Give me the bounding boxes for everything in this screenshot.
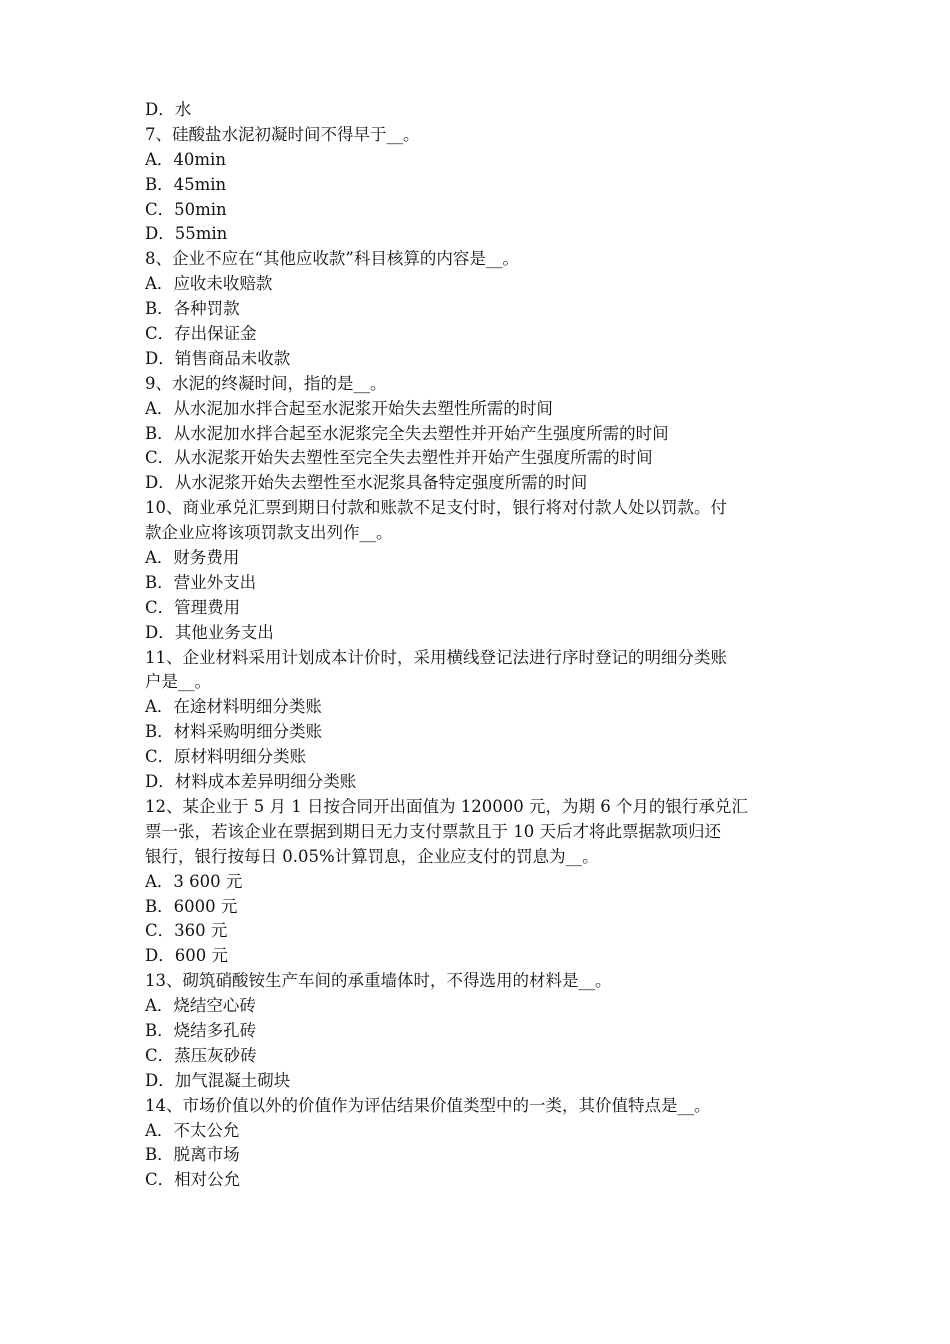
option-line: C．50min — [145, 199, 227, 219]
question-line: 14、市场价值以外的价值作为评估结果价值类型中的一类，其价值特点是__。 — [145, 1095, 711, 1115]
option-line: D．从水泥浆开始失去塑性至水泥浆具备特定强度所需的时间 — [145, 473, 588, 493]
option-line: C．管理费用 — [145, 597, 241, 617]
option-line: B．6000 元 — [145, 896, 238, 916]
option-line: D．水 — [145, 100, 192, 119]
question-line: 9、水泥的终凝时间，指的是__。 — [145, 373, 387, 393]
option-line: C．360 元 — [145, 921, 228, 941]
document-page — [145, 98, 815, 1193]
question-line: 11、企业材料采用计划成本计价时，采用横线登记法进行序时登记的明细分类账 — [145, 647, 727, 667]
question-line: 款企业应将该项罚款支出列作__。 — [145, 523, 393, 543]
option-line: D．55min — [145, 224, 228, 244]
option-line: D．其他业务支出 — [145, 622, 274, 642]
option-line: A．3 600 元 — [145, 871, 243, 891]
question-line: 10、商业承兑汇票到期日付款和账款不足支付时，银行将对付款人处以罚款。付 — [145, 498, 727, 518]
question-line: 票一张，若该企业在票据到期日无力支付票款且于 10 天后才将此票据款项归还 — [145, 821, 721, 841]
question-line: 7、硅酸盐水泥初凝时间不得早于__。 — [145, 124, 420, 144]
option-line: A．从水泥加水拌合起至水泥浆开始失去塑性所需的时间 — [145, 398, 553, 418]
option-line: C．蒸压灰砂砖 — [145, 1045, 257, 1065]
option-line: C．存出保证金 — [145, 324, 257, 344]
option-line: B．45min — [145, 174, 227, 194]
option-line: D．加气混凝土砌块 — [145, 1070, 291, 1090]
option-line: B．营业外支出 — [145, 572, 257, 592]
option-line: A．应收未收赔款 — [145, 274, 273, 294]
question-line: 8、企业不应在“其他应收款”科目核算的内容是__。 — [145, 249, 519, 269]
question-line: 户是__。 — [145, 672, 211, 692]
option-line: B．从水泥加水拌合起至水泥浆完全失去塑性并开始产生强度所需的时间 — [145, 423, 669, 443]
option-line: B．脱离市场 — [145, 1145, 240, 1165]
option-line: D．销售商品未收款 — [145, 348, 291, 368]
option-line: A．财务费用 — [145, 548, 240, 568]
option-line: A．不太公允 — [145, 1120, 240, 1140]
option-line: B．烧结多孔砖 — [145, 1020, 257, 1040]
option-line: B．材料采购明细分类账 — [145, 722, 323, 742]
option-line: A．在途材料明细分类账 — [145, 697, 322, 717]
option-line: A．40min — [145, 149, 226, 169]
option-line: C．原材料明细分类账 — [145, 747, 307, 767]
question-line: 13、砌筑硝酸铵生产车间的承重墙体时，不得选用的材料是__。 — [145, 971, 612, 991]
option-line: D．600 元 — [145, 946, 228, 966]
option-line: C．相对公允 — [145, 1170, 241, 1190]
question-line: 12、某企业于 5 月 1 日按合同开出面值为 120000 元，为期 6 个月的银行承兑汇 — [145, 796, 748, 816]
option-line: A．烧结空心砖 — [145, 996, 256, 1016]
question-line: 银行，银行按每日 0.05%计算罚息，企业应支付的罚息为__。 — [145, 846, 599, 866]
option-line: C．从水泥浆开始失去塑性至完全失去塑性并开始产生强度所需的时间 — [145, 448, 653, 468]
option-line: B．各种罚款 — [145, 299, 240, 319]
option-line: D．材料成本差异明细分类账 — [145, 772, 357, 792]
